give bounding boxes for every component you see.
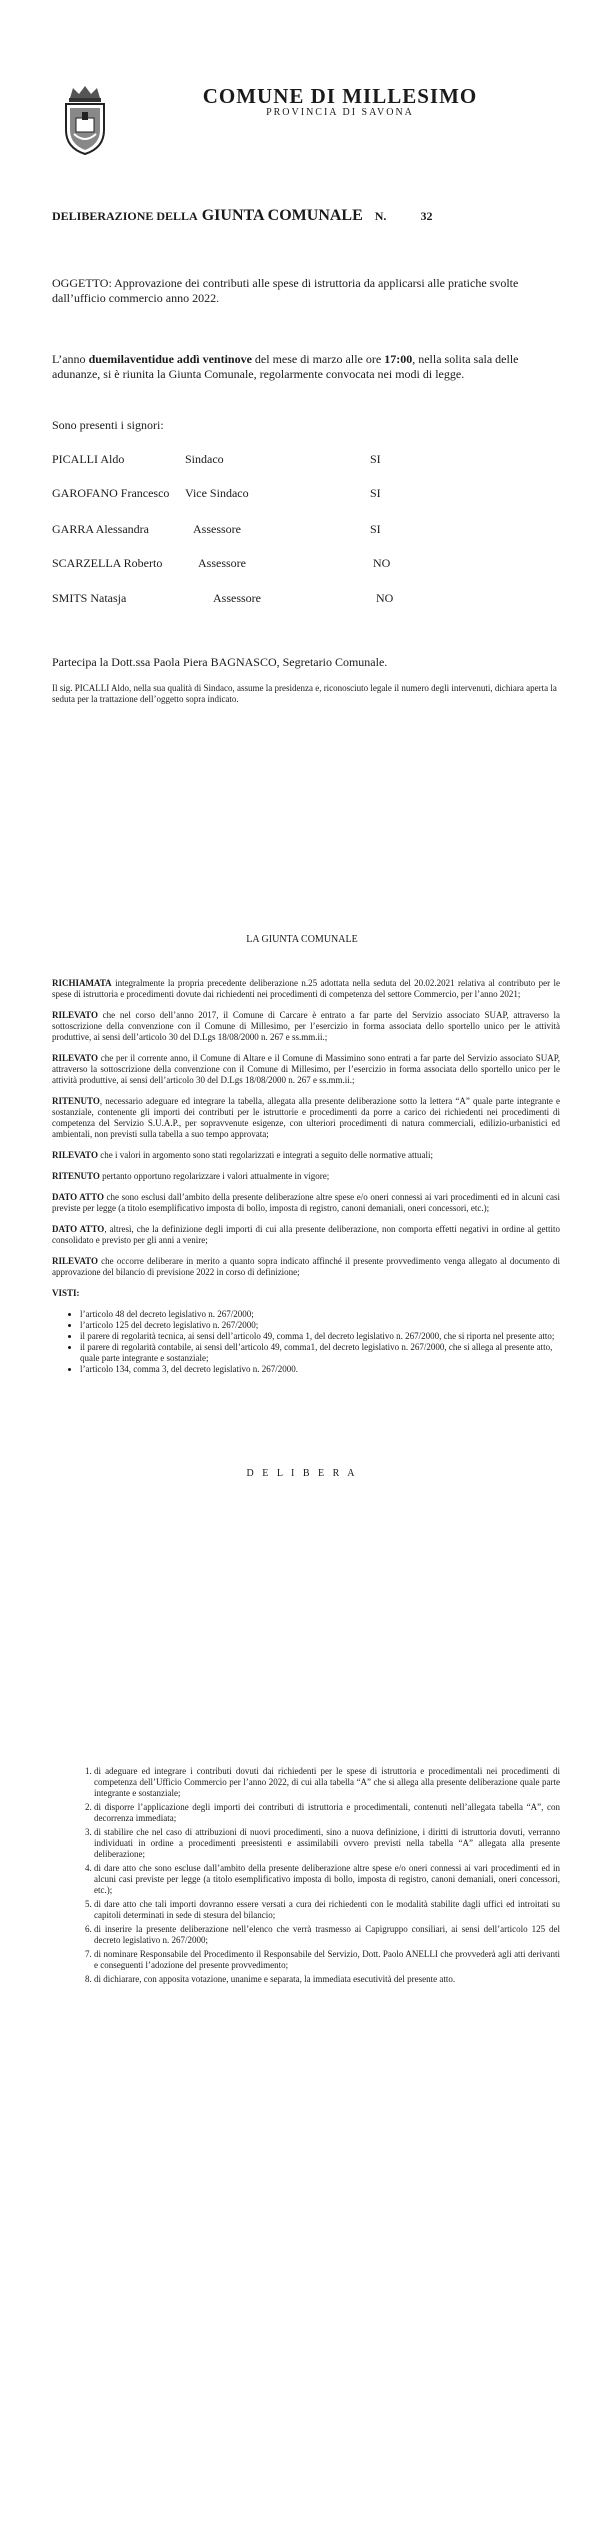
visti-heading: VISTI: <box>52 1288 80 1298</box>
recital <box>52 1192 560 1214</box>
attendee-name: GARRA Alessandra <box>52 522 149 536</box>
recital <box>52 978 560 1000</box>
attendee-row <box>52 591 452 607</box>
attendee-name: GAROFANO Francesco <box>52 486 170 500</box>
recital <box>52 1053 560 1086</box>
visti-item: • l’articolo 134, comma 3, del decreto legislativo n. 267/2000. <box>80 1364 560 1375</box>
municipality-title: COMUNE DI MILLESIMO <box>202 84 478 108</box>
section-heading: LA GIUNTA COMUNALE <box>246 934 358 945</box>
attendee-presence: NO <box>376 591 394 605</box>
resolution-points <box>52 1766 560 1988</box>
subject-paragraph: OGGETTO: Approvazione dei contributi alle spese di istruttoria da applicarsi alle pratiche svolte dall’ufficio commercio anno 2022. <box>52 276 519 305</box>
recital-lead: DATO ATTO <box>52 1224 105 1234</box>
intro-time: 17:00 <box>384 352 413 366</box>
visti-item: • l’articolo 125 del decreto legislativo n. 267/2000; <box>80 1320 560 1331</box>
visti-item: • il parere di regolarità contabile, ai sensi dell’articolo 49, comma1, del decreto legislativo n. 267/2000, che si allega al presente atto, quale parte integrante e sostanziale; <box>80 1342 560 1364</box>
intro-text-1: L’anno <box>52 352 89 366</box>
recital <box>52 1010 560 1043</box>
recital-text: che nel corso dell’anno 2017, il Comune di Carcare è entrato a far parte del Servizio associato SUAP, attraverso la sottoscrizione della convenzione con il Comune di Millesimo, per l’esercizio in forma associata dello sportello unico per le attività produttive, ai sensi dell’articolo 30 del D.Lgs 18/08/2000 n. 267 e ss.mm.ii.; <box>52 1010 560 1042</box>
recital-lead: RICHIAMATA <box>52 978 112 988</box>
recital-text: , altresì, che la definizione degli importi di cui alla presente deliberazione, non comporta effetti negativi in ordine al gettito consolidato e previsto per gli anni a venire; <box>52 1224 560 1245</box>
meeting-intro <box>52 352 552 382</box>
deliberation-number-label: N. <box>374 209 387 223</box>
resolution-point: 5. di dare atto che tali importi dovranno essere versati a cura dei richiedenti con le modalità stabilite dagli uffici ed introitati su capitoli determinati in sede di stesura del bilancio; <box>94 1899 560 1921</box>
visti-item: • l’articolo 48 del decreto legislativo n. 267/2000; <box>80 1309 560 1320</box>
resolution-point: 3. di stabilire che nel caso di attribuzioni di nuovi procedimenti, sino a nuova definizione, i diritti di istruttoria dovuti, verranno individuati in ordine a procedimenti preesistenti e assimilabili ovvero previsti nella tabella “A” allegata alla presente deliberazione; <box>94 1827 560 1860</box>
intro-text-2: del mese di marzo alle ore <box>251 352 385 366</box>
recital <box>52 1150 560 1161</box>
resolution-point: 4. di dare atto che sono escluse dall’ambito della presente deliberazione altre spese e/o oneri connessi ai vari procedimenti ed in alcuni casi previste per legge (a titolo esemplificativo imposta di bollo, imposta di registro, canoni demaniali, oneri concessori, etc.); <box>94 1863 560 1896</box>
attendee-presence: SI <box>370 486 381 500</box>
resolution-point: 2. di disporre l’applicazione degli importi dei contributi di istruttoria e procedimentali, contenuti nell’allegata tabella “A”, con decorrenza immediata; <box>94 1802 560 1824</box>
recital-text: pertanto opportuno regolarizzare i valori attualmente in vigore; <box>99 1171 330 1181</box>
recital-text: che per il corrente anno, il Comune di Altare e il Comune di Massimino sono entrati a far parte del Servizio associato SUAP, attraverso la sottoscrizione della convenzione con il Comune di Millesimo, per l’esercizio in forma associata dello sportello unico per le attività produttive, ai sensi dell’articolo 30 del D.Lgs 18/08/2000 n. 267 e ss.mm.ii.; <box>52 1053 560 1085</box>
attendee-row <box>52 452 452 468</box>
attendee-role: Vice Sindaco <box>185 486 249 500</box>
attendee-name: PICALLI Aldo <box>52 452 125 466</box>
recital-lead: RILEVATO <box>52 1256 99 1266</box>
attendee-role: Sindaco <box>185 452 224 466</box>
delibera-heading: D E L I B E R A <box>246 1468 358 1479</box>
recital-lead: RITENUTO <box>52 1171 100 1181</box>
recital-text: , necessario adeguare ed integrare la tabella, allegata alla presente deliberazione sotto la lettera “A” quale parte integrante e sostanziale, contenente gli importi dei contributi per le istruttorie e procedimenti da porre a carico dei richiedenti nei procedimenti di competenza del Servizio S.U.A.P., per sopravvenute esigenze, con ulteriori procedimenti di natura commerciali, edilizio-urbanistici ed ambientali, non previsti sulla tabella a suo tempo approvata; <box>52 1096 560 1139</box>
resolution-point: 7. di nominare Responsabile del Procedimento il Responsabile del Servizio, Dott. Paolo ANELLI che provvederà agli atti derivanti e conseguenti l’adozione del presente provvedimento; <box>94 1949 560 1971</box>
deliberation-body: GIUNTA COMUNALE <box>201 207 363 224</box>
attendee-presence: SI <box>370 522 381 536</box>
deliberation-label: DELIBERAZIONE DELLA <box>52 209 198 223</box>
recital <box>52 1224 560 1246</box>
attendee-name: SMITS Natasja <box>52 591 127 605</box>
resolution-point: 8. di dichiarare, con apposita votazione, unanime e separata, la immediata esecutività del presente atto. <box>94 1974 560 1985</box>
opening-statement: Il sig. PICALLI Aldo, nella sua qualità di Sindaco, assume la presidenza e, riconosciuto legale il numero degli intervenuti, dichiara aperta la seduta per la trattazione dell’oggetto sopra indicato. <box>52 683 557 704</box>
recital-lead: DATO ATTO <box>52 1192 104 1202</box>
attendee-name: SCARZELLA Roberto <box>52 556 163 570</box>
attendee-presence: NO <box>373 556 391 570</box>
attendee-role: Assessore <box>198 556 246 570</box>
intro-date: duemilaventidue addì ventinove <box>88 352 252 366</box>
visti-list <box>52 1309 560 1375</box>
secretary-line: Partecipa la Dott.ssa Paola Piera BAGNASCO, Segretario Comunale. <box>52 655 388 669</box>
attendee-row <box>52 556 452 572</box>
intro-text-3: , nella solita sala delle adunanze, si è riunita la Giunta Comunale, regolarmente convocata nei modi di legge. <box>52 352 519 381</box>
resolution-point: 1. di adeguare ed integrare i contributi dovuti dai richiedenti per le spese di istruttoria e procedimentali nei procedimenti di competenza dell’Ufficio Commercio per l’anno 2022, di cui alla tabella “A” che si allega alla presente deliberazione quale parte integrante e sostanziale; <box>94 1766 560 1799</box>
attendee-role: Assessore <box>193 522 241 536</box>
recital <box>52 1256 560 1278</box>
visti-item: • il parere di regolarità tecnica, ai sensi dell’articolo 49, comma 1, del decreto legislativo n. 267/2000, che si riporta nel presente atto; <box>80 1331 560 1342</box>
municipal-crest-icon <box>60 84 110 156</box>
recital-lead: RITENUTO <box>52 1096 100 1106</box>
deliberation-number: 32 <box>420 209 433 223</box>
attendee-presence: SI <box>370 452 381 466</box>
recital-text: che occorre deliberare in merito a quanto sopra indicato affinché il presente provvedimento venga allegato al documento di approvazione del bilancio di previsione 2022 in corso di definizione; <box>52 1256 560 1277</box>
attendee-row <box>52 486 452 502</box>
present-heading: Sono presenti i signori: <box>52 418 164 432</box>
recital-lead: RILEVATO <box>52 1053 99 1063</box>
recitals-block <box>52 978 560 1375</box>
recital-lead: RILEVATO <box>52 1150 99 1160</box>
deliberation-heading <box>52 207 572 225</box>
resolution-point: 6. di inserire la presente deliberazione nell’elenco che verrà trasmesso ai Capigruppo consiliari, ai sensi dell’articolo 125 del decreto legislativo n. 267/2000; <box>94 1924 560 1946</box>
recital-text: integralmente la propria precedente deliberazione n.25 adottata nella seduta del 20.02.2021 relativa al contributo per le spese di istruttoria e procedimenti dovute dai richiedenti nei procedimenti di competenza del settore Commercio, per l’anno 2021; <box>52 978 560 999</box>
recital-lead: RILEVATO <box>52 1010 99 1020</box>
recital-text: che sono esclusi dall’ambito della presente deliberazione altre spese e/o oneri connessi ai vari procedimenti ed in alcuni casi previste per legge (a titolo esemplificativo imposta di bollo, imposta di registro, canoni demaniali, oneri concessori, etc.); <box>52 1192 560 1213</box>
recital <box>52 1096 560 1140</box>
province-subtitle: PROVINCIA DI SAVONA <box>266 107 414 118</box>
attendee-row <box>52 522 452 538</box>
attendee-role: Assessore <box>213 591 261 605</box>
recital-text: che i valori in argomento sono stati regolarizzati e integrati a seguito delle normative attuali; <box>98 1150 434 1160</box>
recital <box>52 1171 560 1182</box>
